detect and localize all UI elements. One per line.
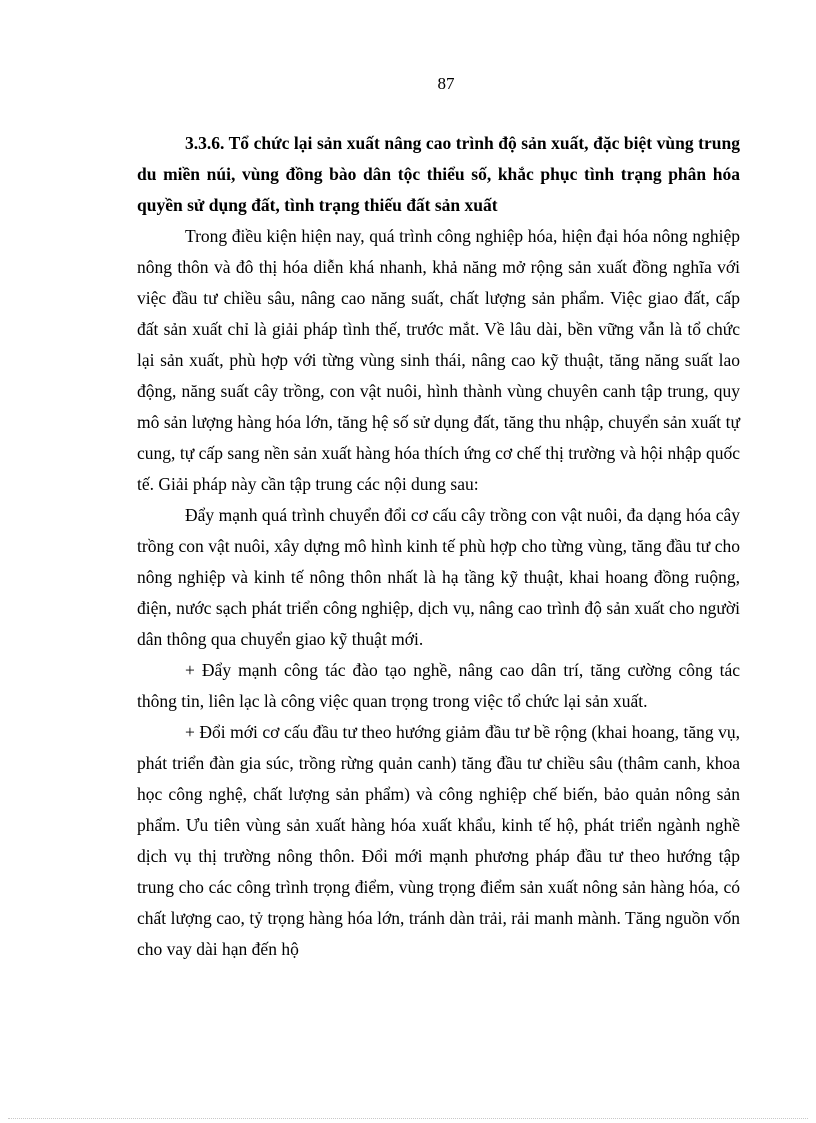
paragraph-restructuring: Đẩy mạnh quá trình chuyển đổi cơ cấu cây trồng con vật nuôi, đa dạng hóa cây trồng con vật nuôi, xây dựng mô hình kinh tế phù hợp cho từng vùng, tăng đầu tư cho nông nghiệp và kinh tế nông thôn nhất là hạ tầng kỹ thuật, khai hoang đồng ruộng, điện, nước sạch phát triển công nghiệp, dịch vụ, nâng cao trình độ sản xuất cho người dân thông qua chuyển giao kỹ thuật mới. bbox=[137, 505, 740, 649]
document-body bbox=[137, 128, 740, 965]
page-number: 87 bbox=[437, 74, 455, 93]
page-bottom-divider bbox=[8, 1118, 808, 1119]
paragraph-investment: + Đổi mới cơ cấu đầu tư theo hướng giảm đầu tư bề rộng (khai hoang, tăng vụ, phát triển đàn gia súc, trồng rừng quản canh) tăng đầu tư chiều sâu (thâm canh, khoa học công nghệ, chất lượng sản phẩm) và công nghiệp chế biến, bảo quản nông sản phẩm. Ưu tiên vùng sản xuất hàng hóa xuất khẩu, kinh tế hộ, phát triển ngành nghề dịch vụ thị trường nông thôn. Đổi mới mạnh phương pháp đầu tư theo hướng tập trung cho các công trình trọng điểm, vùng trọng điểm sản xuất nông sản hàng hóa, có chất lượng cao, tỷ trọng hàng hóa lớn, tránh dàn trải, rải manh mành. Tăng nguồn vốn cho vay dài hạn đến hộ bbox=[137, 722, 740, 959]
paragraph-training: + Đẩy mạnh công tác đào tạo nghề, nâng cao dân trí, tăng cường công tác thông tin, liên lạc là công việc quan trọng trong việc tổ chức lại sản xuất. bbox=[137, 660, 740, 711]
paragraph-intro: Trong điều kiện hiện nay, quá trình công nghiệp hóa, hiện đại hóa nông nghiệp nông thôn và đô thị hóa diễn khá nhanh, khả năng mở rộng sản xuất đồng nghĩa với việc đầu tư chiều sâu, nâng cao năng suất, chất lượng sản phẩm. Việc giao đất, cấp đất sản xuất chỉ là giải pháp tình thế, trước mắt. Về lâu dài, bền vững vẫn là tổ chức lại sản xuất, phù hợp với từng vùng sinh thái, nâng cao kỹ thuật, tăng năng suất lao động, năng suất cây trồng, con vật nuôi, hình thành vùng chuyên canh tập trung, quy mô sản lượng hàng hóa lớn, tăng hệ số sử dụng đất, tăng thu nhập, chuyển sản xuất tự cung, tự cấp sang nền sản xuất hàng hóa thích ứng cơ chế thị trường và hội nhập quốc tế. Giải pháp này cần tập trung các nội dung sau: bbox=[137, 226, 740, 494]
section-heading: 3.3.6. Tổ chức lại sản xuất nâng cao trình độ sản xuất, đặc biệt vùng trung du miền núi, vùng đồng bào dân tộc thiểu số, khắc phục tình trạng phân hóa quyền sử dụng đất, tình trạng thiếu đất sản xuất bbox=[137, 133, 740, 215]
